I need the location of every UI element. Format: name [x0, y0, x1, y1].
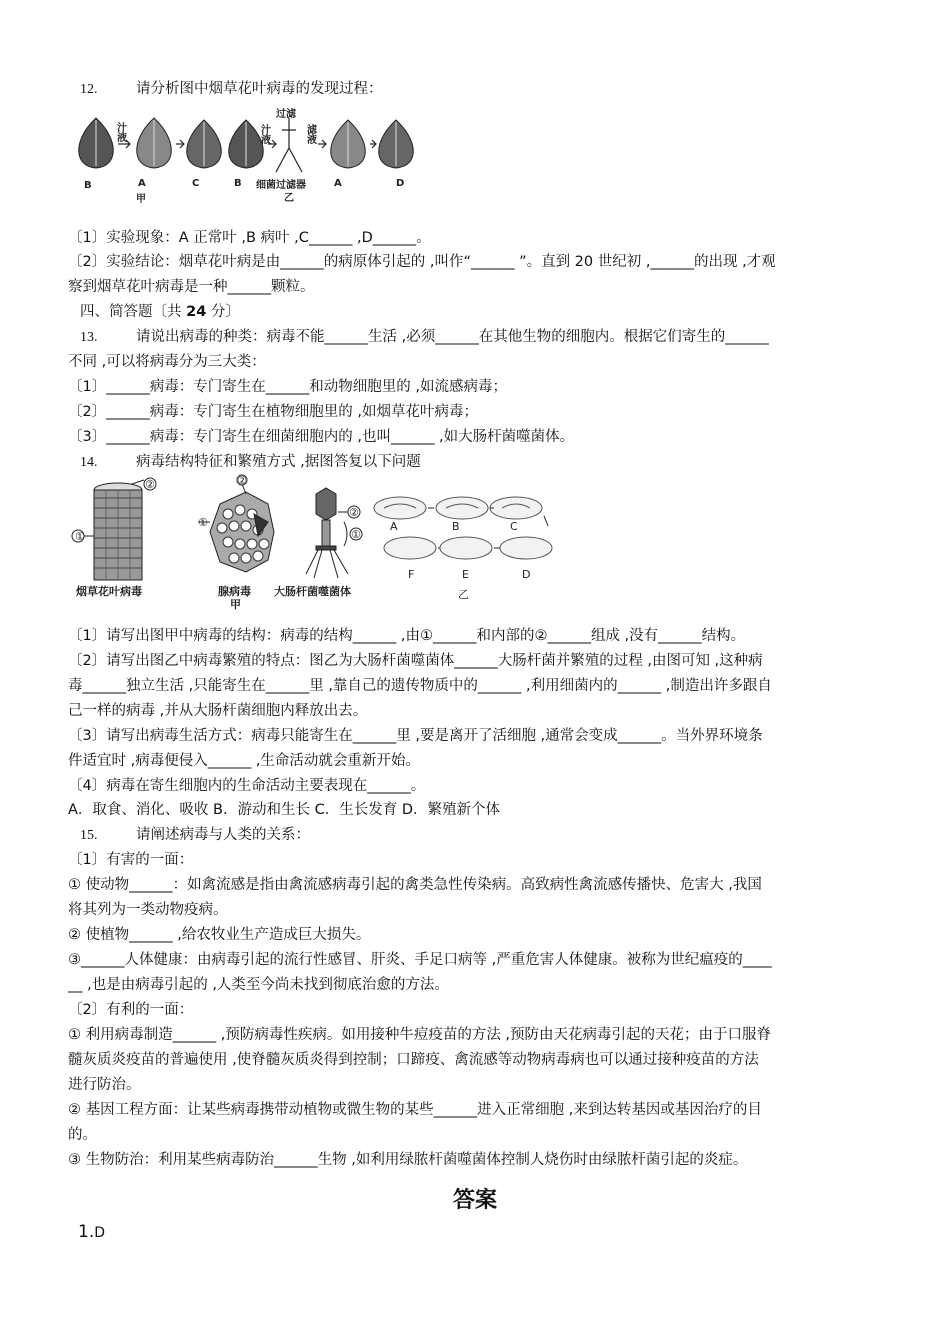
phage-marker-2: ② [349, 506, 359, 519]
label-b2: B [234, 178, 242, 189]
adenovirus-diagram [198, 475, 274, 572]
q15-stem: 15. 请阐述病毒与人类的关系： [68, 825, 884, 846]
q12-s2b: 察到烟草花叶病毒是一种______颗粒。 [68, 279, 315, 295]
tmv-marker-1: ① [75, 530, 85, 543]
q15-p1a: ① 使动物______：如禽流感是指由禽流感病毒引起的禽类急性传染病。高致病性禽流感传播快、危害大 ,我国 [68, 877, 762, 893]
q15-p5b: 的。 [68, 1127, 97, 1143]
label-filter-top: 过滤 [276, 109, 296, 120]
stage-e: E [462, 568, 469, 581]
q15-p3b: __ ,也是由病毒引起的 ,人类至今尚未找到彻底治愈的方法。 [68, 977, 449, 993]
adeno-marker-1: ① [198, 516, 208, 529]
phage-marker-1: ① [351, 528, 361, 541]
q13-s3: 〔3〕______病毒：专门寄生在细菌细胞内的 ,也叫______ ,如大肠杆菌噬菌体。 [68, 429, 575, 445]
q15-p4c: 进行防治。 [68, 1077, 141, 1093]
q14-s1: 〔1〕请写出图甲中病毒的结构：病毒的结构______ ,由①______和内部的②______组成 ,没有______结构。 [68, 628, 746, 644]
q14-figure [70, 474, 560, 610]
stage-f: F [408, 568, 415, 581]
label-filtrate: 滤液 [304, 124, 316, 144]
q12-stem [68, 79, 884, 100]
q14-options: A．取食、消化、吸收 B．游动和生长 C．生长发育 D．繁殖新个体 [68, 802, 500, 818]
answers-title: 答案 [452, 1188, 497, 1213]
q15-number: 15. [80, 828, 98, 843]
label-jia: 甲 [136, 194, 146, 204]
label-yi-2: 乙 [458, 588, 469, 601]
q12-s1: 〔1〕实验现象：A 正常叶 ,B 病叶 ,C______ ,D______。 [68, 230, 431, 246]
label-filter: 细菌过滤器 [256, 180, 306, 191]
tmv-marker-2: ② [145, 478, 155, 491]
label-a1: A [138, 178, 146, 189]
tmv-diagram [72, 478, 156, 580]
label-phage: 大肠杆菌噬菌体 [274, 585, 351, 598]
label-a2: A [334, 178, 342, 189]
label-tmv: 烟草花叶病毒 [76, 585, 142, 598]
answer-1 [78, 1222, 105, 1242]
label-adenovirus: 腺病毒 [218, 585, 251, 598]
adeno-marker-2: ② [237, 474, 247, 487]
label-b1: B [84, 180, 92, 191]
q12-stem-text: 请分析图中烟草花叶病毒的发现过程： [136, 81, 383, 97]
q15-p5a: ② 基因工程方面：让某些病毒携带动植物或微生物的某些______进入正常细胞 ,来到达转基因或基因治疗的目 [68, 1102, 762, 1118]
q15-p6: ③ 生物防治：利用某些病毒防治______生物 ,如利用绿脓杆菌噬菌体控制人烧伤时由绿脓杆菌引起的炎症。 [68, 1152, 748, 1168]
q14-s2c: 己一样的病毒 ,并从大肠杆菌细胞内释放出去。 [68, 703, 368, 719]
label-yi: 乙 [284, 193, 294, 204]
q15-h2: 〔2〕有利的一面： [68, 1002, 194, 1018]
q13-l2: 不同 ,可以将病毒分为三大类： [68, 354, 266, 370]
filter-funnel [276, 118, 302, 172]
q15-p4a: ① 利用病毒制造______ ,预防病毒性疾病。如用接种牛痘疫苗的方法 ,预防由天花病毒引起的天花；由于口服脊 [68, 1027, 772, 1043]
stage-d: D [522, 568, 531, 581]
q14-s2a: 〔2〕请写出图乙中病毒繁殖的特点：图乙为大肠杆菌噬菌体______大肠杆菌并繁殖的过程 ,由图可知 ,这种病 [68, 653, 763, 669]
q12-number: 12. [80, 82, 98, 97]
q13-l1: 13. 请说出病毒的种类：病毒不能______生活 ,必须______在其他生物的细胞内。根据它们寄生的______ [68, 327, 884, 348]
q14-s3a: 〔3〕请写出病毒生活方式：病毒只能寄生在______里 ,要是离开了活细胞 ,通常会变成______。当外界环境条 [68, 728, 763, 744]
label-juice-1: 汁液 [114, 122, 126, 142]
stage-b: B [452, 520, 460, 533]
q15-p3a: ③______人体健康：由病毒引起的流行性感冒、肝炎、手足口病等 ,严重危害人体健康。被称为世纪瘟疫的____ [68, 952, 772, 968]
q13-s2: 〔2〕______病毒：专门寄生在植物细胞里的 ,如烟草花叶病毒； [68, 404, 478, 420]
label-c: C [192, 178, 200, 189]
q12-figure [70, 108, 420, 204]
answer-1-number: 1. [78, 1222, 95, 1242]
q15-p4b: 髓灰质炎疫苗的普遍使用 ,使脊髓灰质炎得到控制；口蹄疫、禽流感等动物病毒病也可以通过接种疫苗的方法 [68, 1052, 759, 1068]
stage-a: A [390, 520, 398, 533]
q14-s3b: 件适宜时 ,病毒便侵入______ ,生命活动就会重新开始。 [68, 753, 420, 769]
answer-1-value: D [94, 1225, 106, 1241]
stage-c: C [510, 520, 518, 533]
q14-s2b: 毒______独立生活 ,只能寄生在______里 ,靠自己的遗传物质中的______ ,利用细菌内的______ ,制造出许多跟自 [68, 678, 772, 694]
label-jia-2: 甲 [230, 598, 241, 610]
q14-stem: 14. 病毒结构特征和繁殖方式 ,据图答复以下问题 [68, 452, 884, 473]
q15-h1: 〔1〕有害的一面： [68, 852, 194, 868]
q14-number: 14. [80, 455, 98, 470]
q12-s2a: 〔2〕实验结论：烟草花叶病是由______的病原体引起的 ,叫作“______ ”。直到 20 世纪初 ,______的出现 ,才观 [68, 254, 776, 270]
section-4-score: 24 [186, 304, 207, 320]
q15-p1b: 将其列为一类动物疫病。 [68, 902, 228, 918]
replication-cycle [374, 497, 552, 559]
q13-number: 13. [80, 330, 98, 345]
q13-s1: 〔1〕______病毒：专门寄生在______和动物细胞里的 ,如流感病毒； [68, 379, 507, 395]
q15-p2: ② 使植物______ ,给农牧业生产造成巨大损失。 [68, 927, 371, 943]
section-4-heading: 四、简答题〔共 24 分〕 [80, 304, 240, 320]
q14-s4: 〔4〕病毒在寄生细胞内的生命活动主要表现在______。 [68, 778, 426, 794]
label-d: D [396, 178, 405, 189]
label-juice-2: 汁液 [258, 124, 270, 144]
